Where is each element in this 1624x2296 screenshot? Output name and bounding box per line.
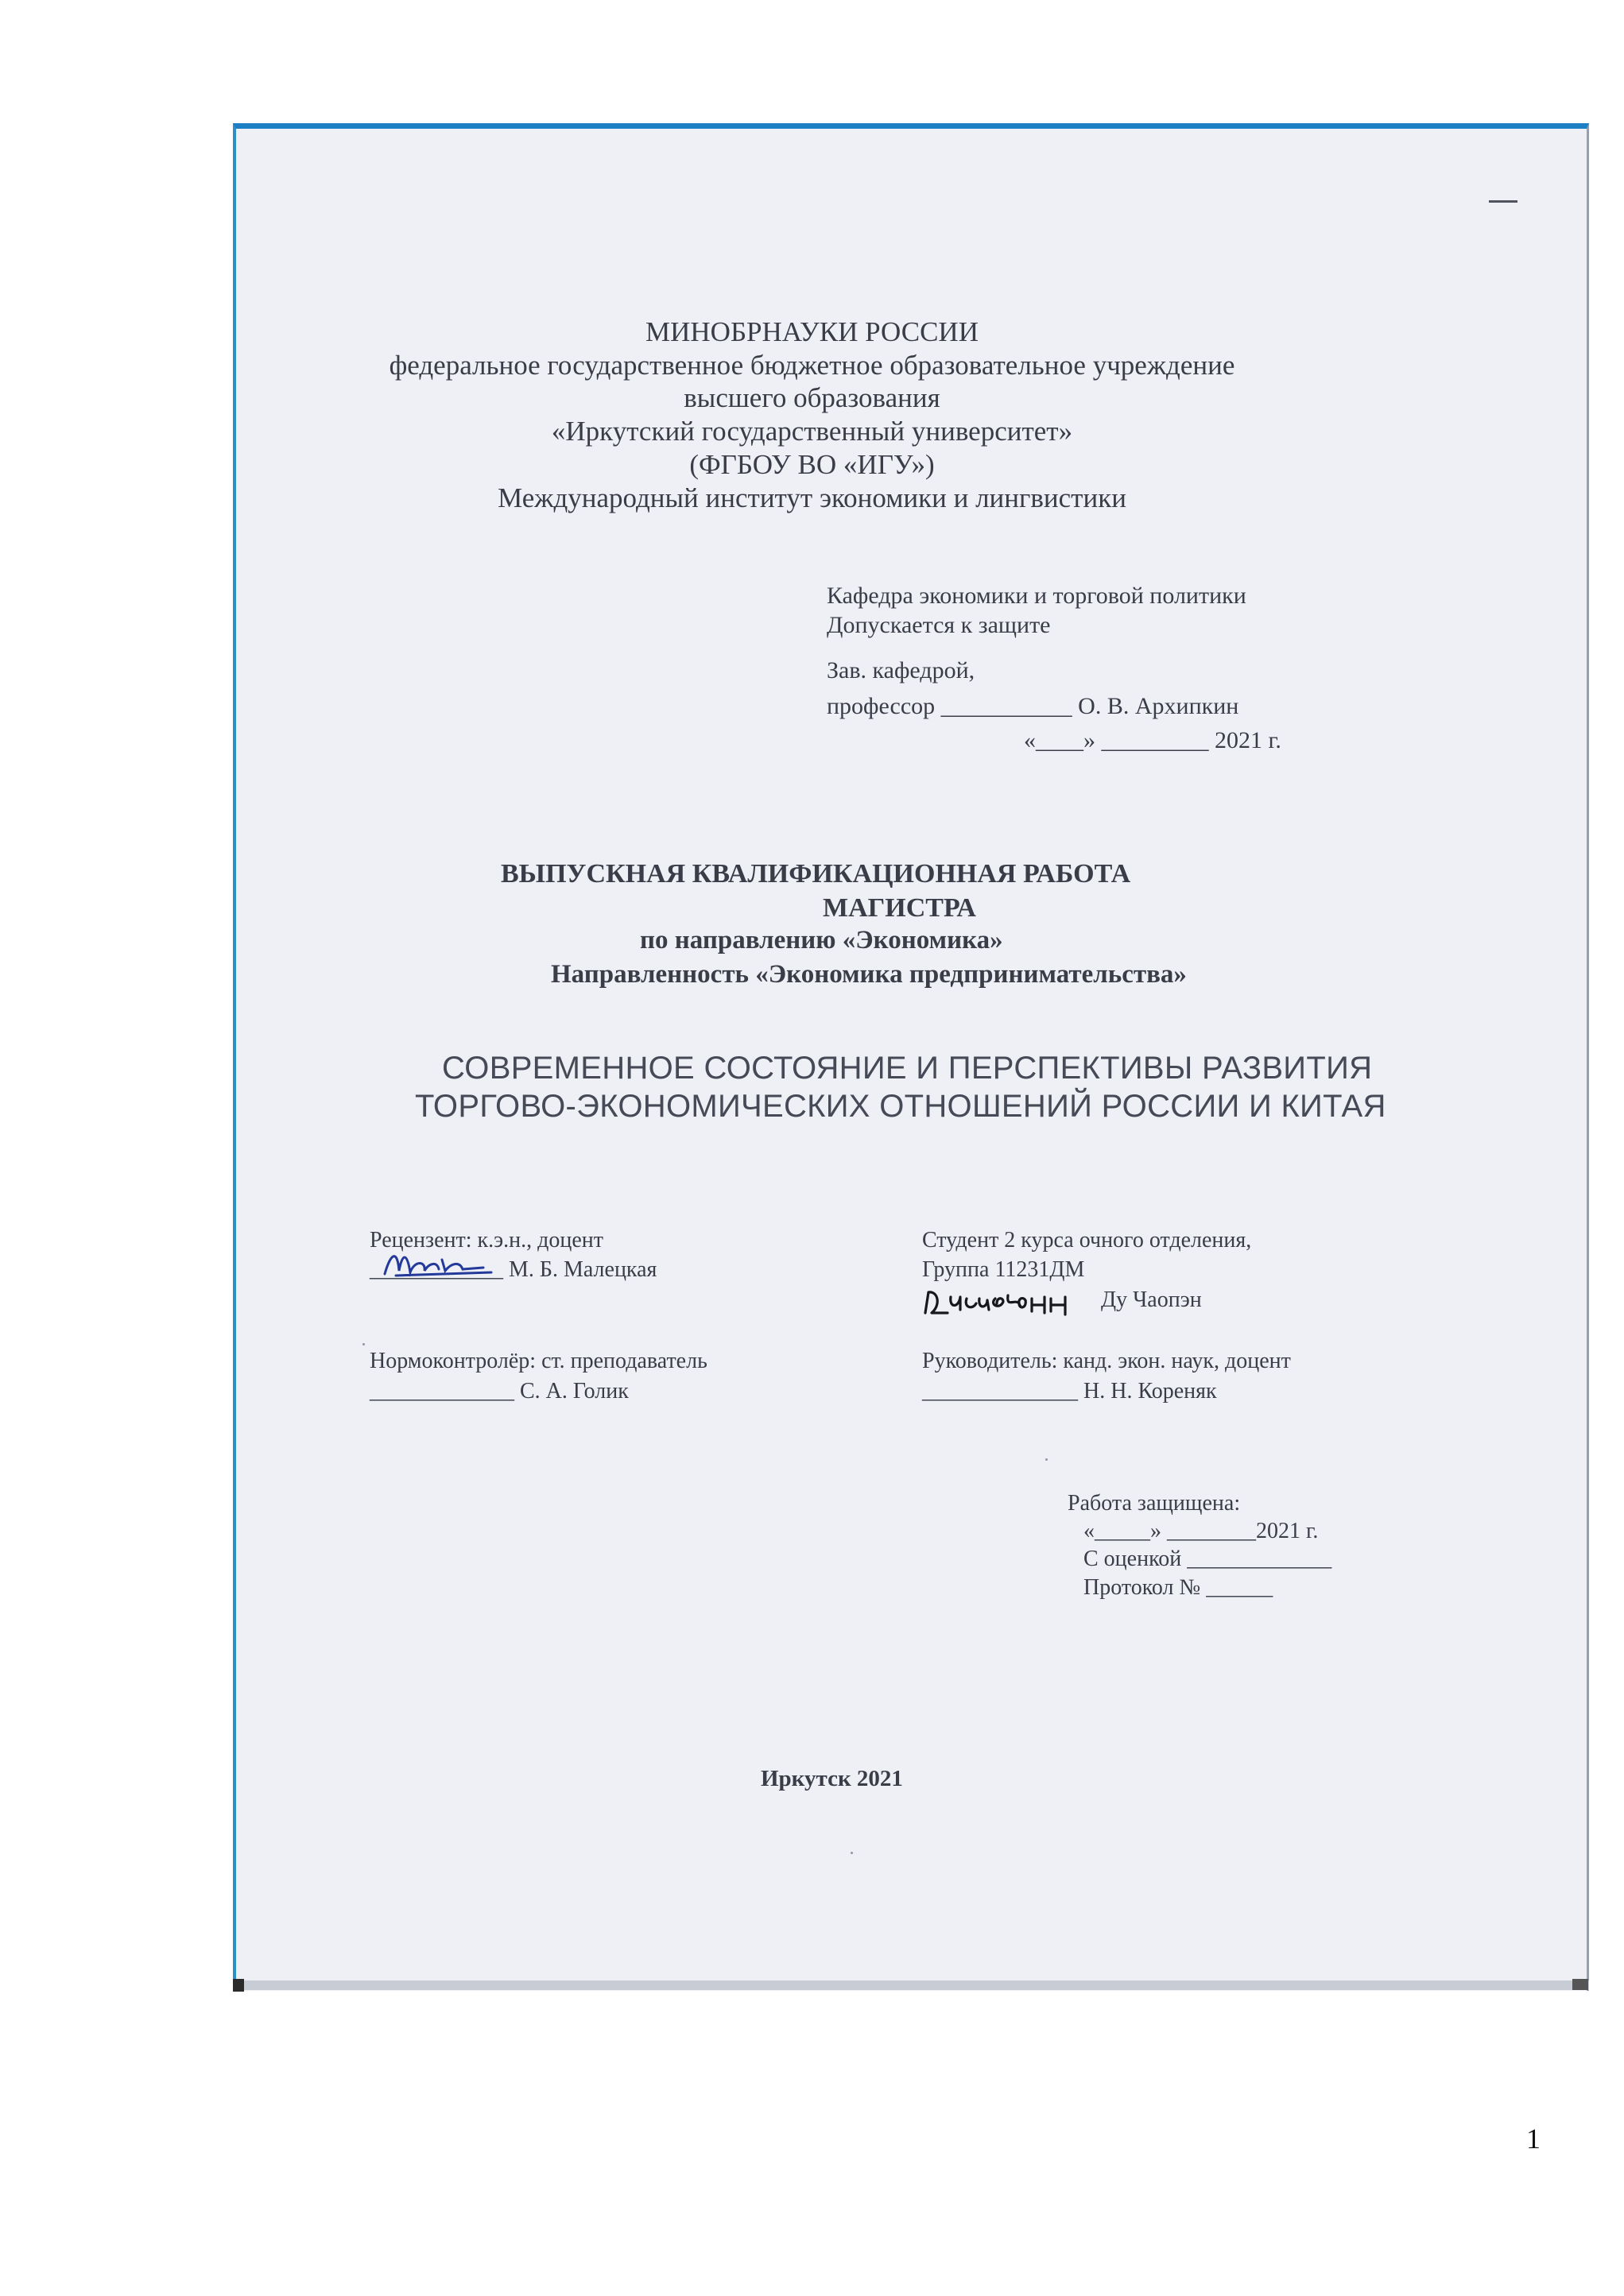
student-name: Ду Чаопэн	[1101, 1287, 1202, 1312]
department-name: Кафедра экономики и торговой политики	[827, 583, 1246, 609]
reviewer-name-line: ____________ М. Б. Малецкая	[370, 1257, 657, 1282]
supervisor-label: Руководитель: канд. экон. наук, доцент	[922, 1349, 1291, 1373]
defense-date-line: «_____» ________2021 г.	[1083, 1519, 1319, 1543]
study-direction: по направлению «Экономика»	[640, 926, 1003, 954]
norm-controller-label: Нормоконтролёр: ст. преподаватель	[370, 1349, 707, 1373]
head-of-department-label: Зав. кафедрой,	[827, 657, 975, 683]
scan-corner-mark	[1572, 1979, 1588, 1990]
city-year: Иркутск 2021	[761, 1766, 903, 1791]
defense-label: Работа защищена:	[1068, 1491, 1241, 1516]
reviewer-label: Рецензент: к.э.н., доцент	[370, 1228, 603, 1253]
reviewer-signature-icon	[380, 1244, 499, 1284]
thesis-title-line-2: ТОРГОВО-ЭКОНОМИЧЕСКИХ ОТНОШЕНИЙ РОССИИ И КИТАЯ	[415, 1089, 1386, 1124]
student-course-label: Студент 2 курса очного отделения,	[922, 1228, 1252, 1253]
institution-type: федеральное государственное бюджетное образовательное учреждение	[389, 350, 1235, 381]
scan-bottom-shadow	[233, 1980, 1589, 1990]
scan-tick-mark	[1489, 200, 1517, 203]
education-level: высшего образования	[684, 382, 940, 413]
scan-speck	[362, 1343, 365, 1345]
university-abbreviation: (ФГБОУ ВО «ИГУ»)	[689, 449, 935, 480]
defense-grade-line: С оценкой _____________	[1083, 1547, 1332, 1571]
defense-protocol-line: Протокол № ______	[1083, 1575, 1273, 1600]
supervisor-name-line: ______________ Н. Н. Кореняк	[922, 1379, 1217, 1404]
professor-signature-line: профессор ___________ О. В. Архипкин	[827, 693, 1239, 719]
approval-date-line: «____» _________ 2021 г.	[1024, 727, 1281, 753]
degree-heading: МАГИСТРА	[823, 893, 976, 923]
university-name: «Иркутский государственный университет»	[551, 416, 1073, 447]
page-number: 1	[1526, 2123, 1541, 2155]
institute-name: Международный институт экономики и лингвистики	[498, 482, 1126, 513]
scan-corner-mark	[233, 1979, 244, 1992]
study-focus: Направленность «Экономика предпринимательства»	[551, 960, 1187, 989]
scan-speck	[851, 1852, 853, 1854]
student-group: Группа 11231ДМ	[922, 1257, 1085, 1282]
student-signature-icon	[921, 1281, 1100, 1322]
norm-controller-name-line: _____________ С. А. Голик	[370, 1379, 629, 1404]
admitted-to-defense: Допускается к защите	[827, 612, 1051, 638]
work-type-heading: ВЫПУСКНАЯ КВАЛИФИКАЦИОННАЯ РАБОТА	[501, 859, 1131, 889]
thesis-title-line-1: СОВРЕМЕННОЕ СОСТОЯНИЕ И ПЕРСПЕКТИВЫ РАЗВИТИЯ	[442, 1051, 1373, 1086]
ministry-heading: МИНОБРНАУКИ РОССИИ	[645, 316, 979, 347]
scan-speck	[1045, 1458, 1048, 1461]
